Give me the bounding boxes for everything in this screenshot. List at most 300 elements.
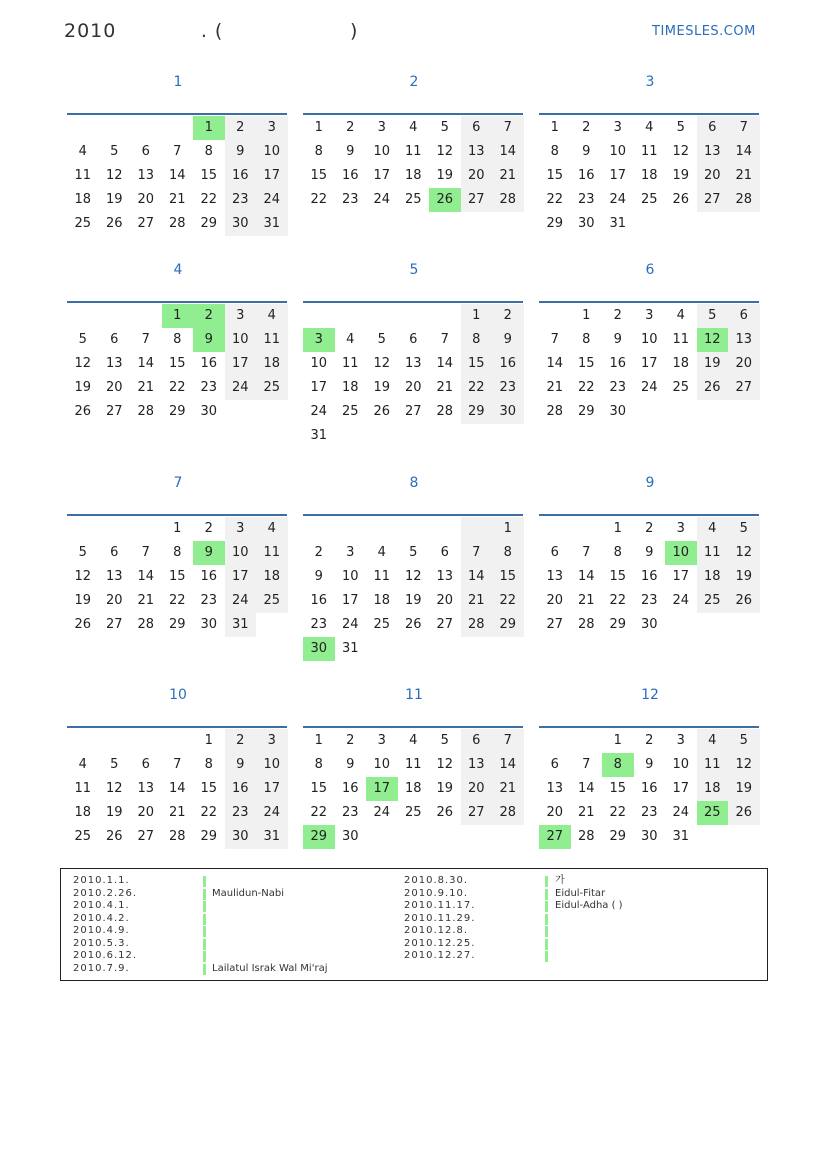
day-cell[interactable]: 13 — [728, 328, 760, 352]
day-cell[interactable]: 26 — [672, 192, 690, 207]
day-cell[interactable]: 2 — [582, 120, 591, 135]
day-cell[interactable]: 24 — [310, 404, 328, 419]
day-cell[interactable]: 22 — [492, 589, 524, 613]
day-cell[interactable]: 1 — [613, 733, 622, 748]
day-cell[interactable]: 17 — [672, 781, 690, 796]
day-cell[interactable]: 2 — [204, 521, 213, 536]
day-cell[interactable]: 23 — [310, 617, 328, 632]
day-cell[interactable]: 10 — [672, 757, 690, 772]
day-cell[interactable]: 25 — [74, 216, 92, 231]
day-cell[interactable]: 21 — [168, 192, 186, 207]
day-cell[interactable]: 23 — [200, 593, 218, 608]
day-cell[interactable]: 28 — [577, 829, 595, 844]
day-cell[interactable]: 24 — [609, 192, 627, 207]
day-cell[interactable]: 22 — [609, 805, 627, 820]
day-cell[interactable]: 3 — [225, 517, 257, 541]
day-cell[interactable]: 19 — [105, 805, 123, 820]
day-cell[interactable]: 28 — [461, 613, 493, 637]
day-cell[interactable]: 6 — [550, 757, 559, 772]
day-cell[interactable]: 12 — [74, 356, 92, 371]
day-cell[interactable]: 28 — [137, 617, 155, 632]
day-cell[interactable]: 22 — [546, 192, 564, 207]
day-cell[interactable]: 23 — [225, 188, 257, 212]
day-cell[interactable]: 5 — [728, 729, 760, 753]
day-cell[interactable]: 20 — [105, 380, 123, 395]
day-cell[interactable]: 3 — [256, 729, 288, 753]
day-cell[interactable]: 8 — [492, 541, 524, 565]
day-cell[interactable]: 5 — [78, 545, 87, 560]
day-cell[interactable]: 1 — [204, 733, 213, 748]
day-cell[interactable]: 7 — [550, 332, 559, 347]
day-cell[interactable]: 20 — [461, 777, 493, 801]
day-cell[interactable]: 5 — [110, 757, 119, 772]
day-cell[interactable]: 14 — [137, 569, 155, 584]
holiday-day-cell[interactable]: 17 — [366, 777, 398, 801]
day-cell[interactable]: 3 — [676, 521, 685, 536]
day-cell[interactable]: 27 — [105, 617, 123, 632]
day-cell[interactable]: 31 — [256, 212, 288, 236]
day-cell[interactable]: 15 — [577, 356, 595, 371]
day-cell[interactable]: 11 — [74, 168, 92, 183]
day-cell[interactable]: 16 — [225, 777, 257, 801]
day-cell[interactable]: 23 — [492, 376, 524, 400]
day-cell[interactable]: 2 — [645, 733, 654, 748]
day-cell[interactable]: 10 — [225, 328, 257, 352]
day-cell[interactable]: 14 — [168, 168, 186, 183]
day-cell[interactable]: 11 — [256, 328, 288, 352]
day-cell[interactable]: 5 — [440, 733, 449, 748]
day-cell[interactable]: 19 — [74, 380, 92, 395]
day-cell[interactable]: 26 — [74, 617, 92, 632]
day-cell[interactable]: 27 — [436, 617, 454, 632]
day-cell[interactable]: 27 — [546, 617, 564, 632]
day-cell[interactable]: 4 — [697, 729, 729, 753]
day-cell[interactable]: 23 — [341, 805, 359, 820]
day-cell[interactable]: 31 — [256, 825, 288, 849]
day-cell[interactable]: 21 — [168, 805, 186, 820]
day-cell[interactable]: 13 — [137, 168, 155, 183]
day-cell[interactable]: 14 — [492, 753, 524, 777]
day-cell[interactable]: 14 — [461, 565, 493, 589]
day-cell[interactable]: 8 — [173, 332, 182, 347]
day-cell[interactable]: 3 — [346, 545, 355, 560]
day-cell[interactable]: 15 — [168, 569, 186, 584]
day-cell[interactable]: 9 — [346, 757, 355, 772]
day-cell[interactable]: 26 — [105, 829, 123, 844]
day-cell[interactable]: 28 — [492, 801, 524, 825]
holiday-day-cell[interactable]: 1 — [193, 116, 225, 140]
day-cell[interactable]: 9 — [492, 328, 524, 352]
day-cell[interactable]: 18 — [256, 352, 288, 376]
day-cell[interactable]: 29 — [609, 617, 627, 632]
day-cell[interactable]: 1 — [550, 120, 559, 135]
day-cell[interactable]: 16 — [577, 168, 595, 183]
day-cell[interactable]: 3 — [377, 733, 386, 748]
day-cell[interactable]: 11 — [74, 781, 92, 796]
day-cell[interactable]: 9 — [314, 569, 323, 584]
day-cell[interactable]: 15 — [609, 569, 627, 584]
day-cell[interactable]: 30 — [200, 617, 218, 632]
day-cell[interactable]: 5 — [728, 517, 760, 541]
day-cell[interactable]: 13 — [105, 569, 123, 584]
day-cell[interactable]: 29 — [200, 829, 218, 844]
day-cell[interactable]: 1 — [314, 120, 323, 135]
day-cell[interactable]: 13 — [137, 781, 155, 796]
day-cell[interactable]: 10 — [256, 753, 288, 777]
day-cell[interactable]: 14 — [168, 781, 186, 796]
day-cell[interactable]: 22 — [200, 805, 218, 820]
day-cell[interactable]: 4 — [346, 332, 355, 347]
day-cell[interactable]: 7 — [173, 144, 182, 159]
day-cell[interactable]: 18 — [373, 593, 391, 608]
day-cell[interactable]: 1 — [314, 733, 323, 748]
day-cell[interactable]: 19 — [436, 168, 454, 183]
day-cell[interactable]: 11 — [404, 757, 422, 772]
day-cell[interactable]: 18 — [640, 168, 658, 183]
day-cell[interactable]: 21 — [492, 777, 524, 801]
day-cell[interactable]: 24 — [225, 589, 257, 613]
day-cell[interactable]: 22 — [310, 192, 328, 207]
day-cell[interactable]: 28 — [728, 188, 760, 212]
day-cell[interactable]: 10 — [256, 140, 288, 164]
day-cell[interactable]: 22 — [577, 380, 595, 395]
day-cell[interactable]: 11 — [404, 144, 422, 159]
day-cell[interactable]: 8 — [314, 757, 323, 772]
day-cell[interactable]: 15 — [310, 781, 328, 796]
day-cell[interactable]: 20 — [461, 164, 493, 188]
day-cell[interactable]: 8 — [204, 144, 213, 159]
day-cell[interactable]: 5 — [440, 120, 449, 135]
day-cell[interactable]: 8 — [314, 144, 323, 159]
holiday-day-cell[interactable]: 8 — [602, 753, 634, 777]
day-cell[interactable]: 26 — [697, 376, 729, 400]
day-cell[interactable]: 8 — [550, 144, 559, 159]
day-cell[interactable]: 20 — [546, 805, 564, 820]
day-cell[interactable]: 2 — [492, 304, 524, 328]
day-cell[interactable]: 16 — [200, 569, 218, 584]
day-cell[interactable]: 16 — [640, 569, 658, 584]
day-cell[interactable]: 6 — [697, 116, 729, 140]
day-cell[interactable]: 1 — [613, 521, 622, 536]
day-cell[interactable]: 23 — [640, 805, 658, 820]
day-cell[interactable]: 14 — [577, 569, 595, 584]
day-cell[interactable]: 3 — [377, 120, 386, 135]
day-cell[interactable]: 12 — [404, 569, 422, 584]
day-cell[interactable]: 8 — [613, 545, 622, 560]
day-cell[interactable]: 11 — [697, 753, 729, 777]
day-cell[interactable]: 14 — [137, 356, 155, 371]
day-cell[interactable]: 16 — [225, 164, 257, 188]
day-cell[interactable]: 6 — [141, 144, 150, 159]
day-cell[interactable]: 22 — [310, 805, 328, 820]
day-cell[interactable]: 18 — [697, 777, 729, 801]
day-cell[interactable]: 17 — [225, 565, 257, 589]
day-cell[interactable]: 27 — [461, 801, 493, 825]
day-cell[interactable]: 5 — [676, 120, 685, 135]
day-cell[interactable]: 5 — [78, 332, 87, 347]
day-cell[interactable]: 25 — [256, 376, 288, 400]
day-cell[interactable]: 13 — [546, 569, 564, 584]
day-cell[interactable]: 21 — [492, 164, 524, 188]
day-cell[interactable]: 5 — [377, 332, 386, 347]
day-cell[interactable]: 20 — [436, 593, 454, 608]
day-cell[interactable]: 16 — [492, 352, 524, 376]
day-cell[interactable]: 27 — [137, 216, 155, 231]
day-cell[interactable]: 2 — [346, 120, 355, 135]
day-cell[interactable]: 23 — [200, 380, 218, 395]
day-cell[interactable]: 23 — [640, 593, 658, 608]
day-cell[interactable]: 2 — [613, 308, 622, 323]
holiday-day-cell[interactable]: 1 — [162, 304, 194, 328]
day-cell[interactable]: 3 — [676, 733, 685, 748]
day-cell[interactable]: 4 — [256, 517, 288, 541]
day-cell[interactable]: 28 — [546, 404, 564, 419]
day-cell[interactable]: 16 — [341, 168, 359, 183]
day-cell[interactable]: 11 — [373, 569, 391, 584]
day-cell[interactable]: 16 — [341, 781, 359, 796]
day-cell[interactable]: 12 — [436, 144, 454, 159]
day-cell[interactable]: 12 — [436, 757, 454, 772]
day-cell[interactable]: 13 — [404, 356, 422, 371]
day-cell[interactable]: 4 — [676, 308, 685, 323]
day-cell[interactable]: 7 — [141, 545, 150, 560]
day-cell[interactable]: 18 — [256, 565, 288, 589]
day-cell[interactable]: 30 — [341, 829, 359, 844]
day-cell[interactable]: 23 — [341, 192, 359, 207]
day-cell[interactable]: 18 — [404, 781, 422, 796]
day-cell[interactable]: 19 — [404, 593, 422, 608]
day-cell[interactable]: 15 — [200, 168, 218, 183]
day-cell[interactable]: 19 — [672, 168, 690, 183]
day-cell[interactable]: 12 — [728, 753, 760, 777]
day-cell[interactable]: 15 — [200, 781, 218, 796]
day-cell[interactable]: 14 — [546, 356, 564, 371]
day-cell[interactable]: 23 — [225, 801, 257, 825]
day-cell[interactable]: 7 — [492, 729, 524, 753]
day-cell[interactable]: 27 — [105, 404, 123, 419]
day-cell[interactable]: 13 — [436, 569, 454, 584]
day-cell[interactable]: 21 — [137, 380, 155, 395]
day-cell[interactable]: 30 — [640, 829, 658, 844]
day-cell[interactable]: 7 — [141, 332, 150, 347]
day-cell[interactable]: 1 — [461, 304, 493, 328]
day-cell[interactable]: 17 — [225, 352, 257, 376]
day-cell[interactable]: 28 — [492, 188, 524, 212]
day-cell[interactable]: 15 — [461, 352, 493, 376]
day-cell[interactable]: 28 — [436, 404, 454, 419]
day-cell[interactable]: 16 — [310, 593, 328, 608]
day-cell[interactable]: 18 — [74, 192, 92, 207]
holiday-day-cell[interactable]: 12 — [697, 328, 729, 352]
day-cell[interactable]: 6 — [461, 116, 493, 140]
day-cell[interactable]: 30 — [492, 400, 524, 424]
day-cell[interactable]: 25 — [640, 192, 658, 207]
day-cell[interactable]: 22 — [168, 593, 186, 608]
day-cell[interactable]: 19 — [697, 352, 729, 376]
day-cell[interactable]: 18 — [697, 565, 729, 589]
day-cell[interactable]: 19 — [74, 593, 92, 608]
day-cell[interactable]: 17 — [609, 168, 627, 183]
day-cell[interactable]: 17 — [640, 356, 658, 371]
day-cell[interactable]: 21 — [461, 589, 493, 613]
day-cell[interactable]: 6 — [110, 545, 119, 560]
day-cell[interactable]: 25 — [404, 192, 422, 207]
day-cell[interactable]: 19 — [436, 781, 454, 796]
day-cell[interactable]: 7 — [492, 116, 524, 140]
day-cell[interactable]: 20 — [546, 593, 564, 608]
day-cell[interactable]: 3 — [256, 116, 288, 140]
day-cell[interactable]: 8 — [461, 328, 493, 352]
day-cell[interactable]: 28 — [168, 216, 186, 231]
day-cell[interactable]: 28 — [137, 404, 155, 419]
day-cell[interactable]: 30 — [200, 404, 218, 419]
day-cell[interactable]: 14 — [492, 140, 524, 164]
day-cell[interactable]: 19 — [728, 777, 760, 801]
day-cell[interactable]: 26 — [404, 617, 422, 632]
day-cell[interactable]: 30 — [640, 617, 658, 632]
day-cell[interactable]: 4 — [409, 733, 418, 748]
day-cell[interactable]: 18 — [672, 356, 690, 371]
day-cell[interactable]: 1 — [582, 308, 591, 323]
day-cell[interactable]: 14 — [728, 140, 760, 164]
day-cell[interactable]: 6 — [550, 545, 559, 560]
day-cell[interactable]: 26 — [436, 805, 454, 820]
day-cell[interactable]: 27 — [697, 188, 729, 212]
day-cell[interactable]: 8 — [204, 757, 213, 772]
day-cell[interactable]: 19 — [373, 380, 391, 395]
day-cell[interactable]: 9 — [645, 757, 654, 772]
day-cell[interactable]: 20 — [137, 192, 155, 207]
day-cell[interactable]: 5 — [409, 545, 418, 560]
day-cell[interactable]: 7 — [582, 757, 591, 772]
day-cell[interactable]: 31 — [672, 829, 690, 844]
day-cell[interactable]: 16 — [609, 356, 627, 371]
day-cell[interactable]: 31 — [225, 613, 257, 637]
day-cell[interactable]: 18 — [341, 380, 359, 395]
day-cell[interactable]: 29 — [200, 216, 218, 231]
day-cell[interactable]: 6 — [110, 332, 119, 347]
day-cell[interactable]: 22 — [461, 376, 493, 400]
day-cell[interactable]: 7 — [461, 541, 493, 565]
day-cell[interactable]: 25 — [404, 805, 422, 820]
day-cell[interactable]: 1 — [492, 517, 524, 541]
day-cell[interactable]: 8 — [173, 545, 182, 560]
day-cell[interactable]: 26 — [105, 216, 123, 231]
day-cell[interactable]: 31 — [341, 641, 359, 656]
day-cell[interactable]: 22 — [168, 380, 186, 395]
holiday-day-cell[interactable]: 10 — [665, 541, 697, 565]
day-cell[interactable]: 9 — [225, 753, 257, 777]
day-cell[interactable]: 23 — [577, 192, 595, 207]
day-cell[interactable]: 14 — [436, 356, 454, 371]
day-cell[interactable]: 9 — [613, 332, 622, 347]
holiday-day-cell[interactable]: 2 — [193, 304, 225, 328]
holiday-day-cell[interactable]: 27 — [539, 825, 571, 849]
day-cell[interactable]: 24 — [341, 617, 359, 632]
day-cell[interactable]: 10 — [373, 144, 391, 159]
day-cell[interactable]: 11 — [256, 541, 288, 565]
day-cell[interactable]: 13 — [697, 140, 729, 164]
day-cell[interactable]: 26 — [74, 404, 92, 419]
day-cell[interactable]: 24 — [373, 192, 391, 207]
brand-logo[interactable]: TIMESLES.COM — [652, 24, 756, 39]
day-cell[interactable]: 9 — [582, 144, 591, 159]
day-cell[interactable]: 10 — [640, 332, 658, 347]
day-cell[interactable]: 5 — [697, 304, 729, 328]
day-cell[interactable]: 13 — [461, 753, 493, 777]
day-cell[interactable]: 3 — [225, 304, 257, 328]
day-cell[interactable]: 27 — [728, 376, 760, 400]
day-cell[interactable]: 25 — [341, 404, 359, 419]
day-cell[interactable]: 30 — [225, 825, 257, 849]
day-cell[interactable]: 24 — [640, 380, 658, 395]
day-cell[interactable]: 27 — [404, 404, 422, 419]
day-cell[interactable]: 25 — [697, 589, 729, 613]
day-cell[interactable]: 15 — [492, 565, 524, 589]
day-cell[interactable]: 1 — [173, 521, 182, 536]
day-cell[interactable]: 4 — [409, 120, 418, 135]
day-cell[interactable]: 6 — [409, 332, 418, 347]
day-cell[interactable]: 17 — [341, 593, 359, 608]
day-cell[interactable]: 29 — [577, 404, 595, 419]
day-cell[interactable]: 6 — [461, 729, 493, 753]
day-cell[interactable]: 20 — [105, 593, 123, 608]
day-cell[interactable]: 17 — [310, 380, 328, 395]
day-cell[interactable]: 28 — [168, 829, 186, 844]
day-cell[interactable]: 8 — [582, 332, 591, 347]
day-cell[interactable]: 30 — [577, 216, 595, 231]
day-cell[interactable]: 26 — [728, 589, 760, 613]
day-cell[interactable]: 23 — [609, 380, 627, 395]
day-cell[interactable]: 5 — [110, 144, 119, 159]
day-cell[interactable]: 29 — [461, 400, 493, 424]
day-cell[interactable]: 6 — [728, 304, 760, 328]
day-cell[interactable]: 4 — [78, 144, 87, 159]
day-cell[interactable]: 28 — [577, 617, 595, 632]
day-cell[interactable]: 11 — [640, 144, 658, 159]
day-cell[interactable]: 20 — [137, 805, 155, 820]
day-cell[interactable]: 18 — [74, 805, 92, 820]
day-cell[interactable]: 17 — [672, 569, 690, 584]
holiday-day-cell[interactable]: 25 — [697, 801, 729, 825]
day-cell[interactable]: 13 — [461, 140, 493, 164]
day-cell[interactable]: 4 — [377, 545, 386, 560]
day-cell[interactable]: 13 — [105, 356, 123, 371]
day-cell[interactable]: 20 — [697, 164, 729, 188]
day-cell[interactable]: 2 — [225, 729, 257, 753]
day-cell[interactable]: 9 — [645, 545, 654, 560]
day-cell[interactable]: 24 — [672, 593, 690, 608]
day-cell[interactable]: 12 — [74, 569, 92, 584]
day-cell[interactable]: 11 — [697, 541, 729, 565]
day-cell[interactable]: 31 — [310, 428, 328, 443]
day-cell[interactable]: 7 — [173, 757, 182, 772]
day-cell[interactable]: 9 — [225, 140, 257, 164]
day-cell[interactable]: 10 — [310, 356, 328, 371]
day-cell[interactable]: 3 — [645, 308, 654, 323]
day-cell[interactable]: 24 — [256, 188, 288, 212]
day-cell[interactable]: 24 — [256, 801, 288, 825]
day-cell[interactable]: 25 — [256, 589, 288, 613]
day-cell[interactable]: 2 — [645, 521, 654, 536]
day-cell[interactable]: 14 — [577, 781, 595, 796]
day-cell[interactable]: 29 — [492, 613, 524, 637]
day-cell[interactable]: 6 — [141, 757, 150, 772]
day-cell[interactable]: 12 — [728, 541, 760, 565]
day-cell[interactable]: 21 — [436, 380, 454, 395]
day-cell[interactable]: 29 — [168, 617, 186, 632]
day-cell[interactable]: 19 — [728, 565, 760, 589]
